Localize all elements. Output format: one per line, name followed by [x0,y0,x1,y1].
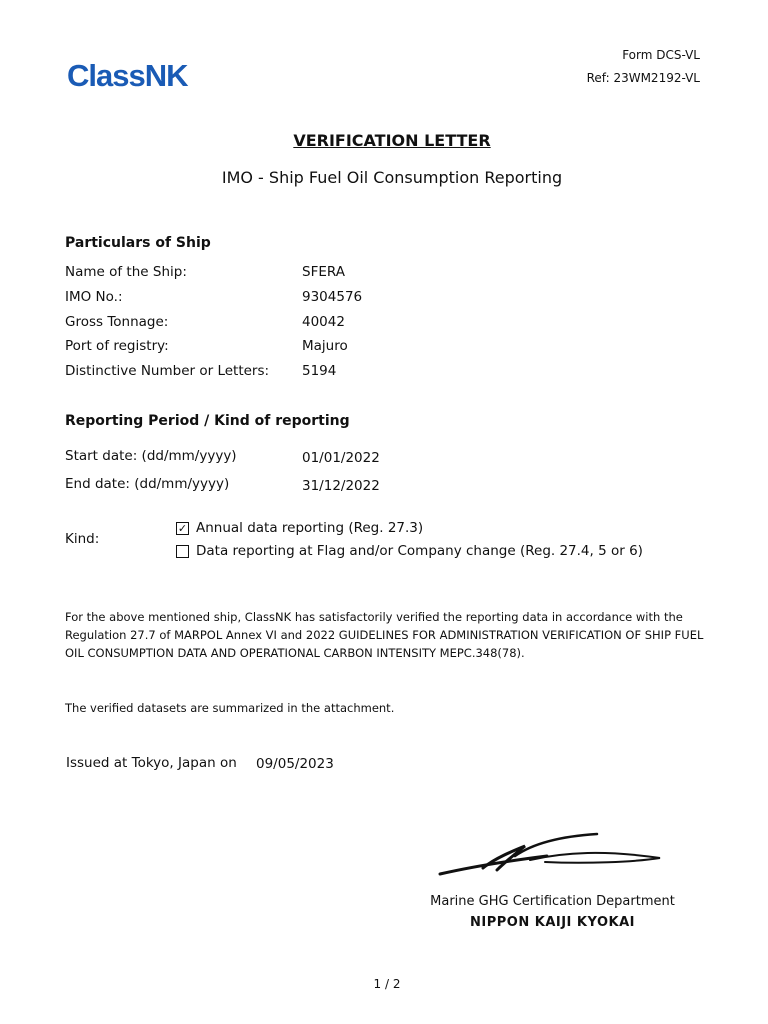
section-heading-reporting: Reporting Period / Kind of reporting [65,413,350,429]
end-date-label: End date: (dd/mm/yyyy) [65,476,230,492]
reference-number: Ref: 23WM2192-VL [586,71,700,85]
issued-date: 09/05/2023 [256,756,334,772]
department-name: Marine GHG Certification Department [430,894,675,909]
port-of-registry-label: Port of registry: [65,338,169,354]
gross-tonnage-label: Gross Tonnage: [65,314,169,330]
signature [435,830,665,886]
option-annual-label: Annual data reporting (Reg. 27.3) [196,520,424,536]
signature-image [435,830,665,882]
kind-label: Kind: [65,531,100,547]
ship-name-value: SFERA [302,264,345,280]
page-number: 1 / 2 [373,977,401,991]
section-heading-particulars: Particulars of Ship [65,235,211,251]
start-date-value: 01/01/2022 [302,450,380,466]
distinctive-number-label: Distinctive Number or Letters: [65,363,270,379]
gross-tonnage-value: 40042 [302,314,345,330]
page-subtitle: IMO - Ship Fuel Oil Consumption Reporting [221,168,563,187]
start-date-label: Start date: (dd/mm/yyyy) [65,448,237,464]
port-of-registry-value: Majuro [302,338,348,354]
page-title [0,131,768,150]
form-code: Form DCS-VL [622,48,700,62]
end-date-value: 31/12/2022 [302,478,380,494]
organization-name: NIPPON KAIJI KYOKAI [470,915,635,930]
page-title-text: VERIFICATION LETTER [293,131,491,150]
classnk-logo: ClassNK [67,58,188,93]
verification-statement: For the above mentioned ship, ClassNK has satisfactorily verified the reporting data in accordance with the Regulation 27.7 of MARPOL Annex VI and 2022 GUIDELINES FOR ADMINISTRATION VERIFICATION OF SHIP FUEL OIL CONSUMPTION DATA AND OPERATIONAL CARBON INTENSITY MEPC.348(78). [65,610,704,660]
ship-name-label: Name of the Ship: [65,264,187,280]
imo-number-label: IMO No.: [65,289,123,305]
option-change-label: Data reporting at Flag and/or Company change (Reg. 27.4, 5 or 6) [196,543,643,559]
option-annual-reporting [176,520,423,536]
option-change-reporting [176,543,643,559]
distinctive-number-value: 5194 [302,363,337,379]
issued-label: Issued at Tokyo, Japan on [66,755,237,771]
imo-number-value: 9304576 [302,289,363,305]
attachment-note: The verified datasets are summarized in the attachment. [65,701,395,715]
form-reference [587,44,700,90]
checkbox-checked-icon: ✓ [177,521,188,535]
checkbox-unchecked-icon [176,545,189,558]
